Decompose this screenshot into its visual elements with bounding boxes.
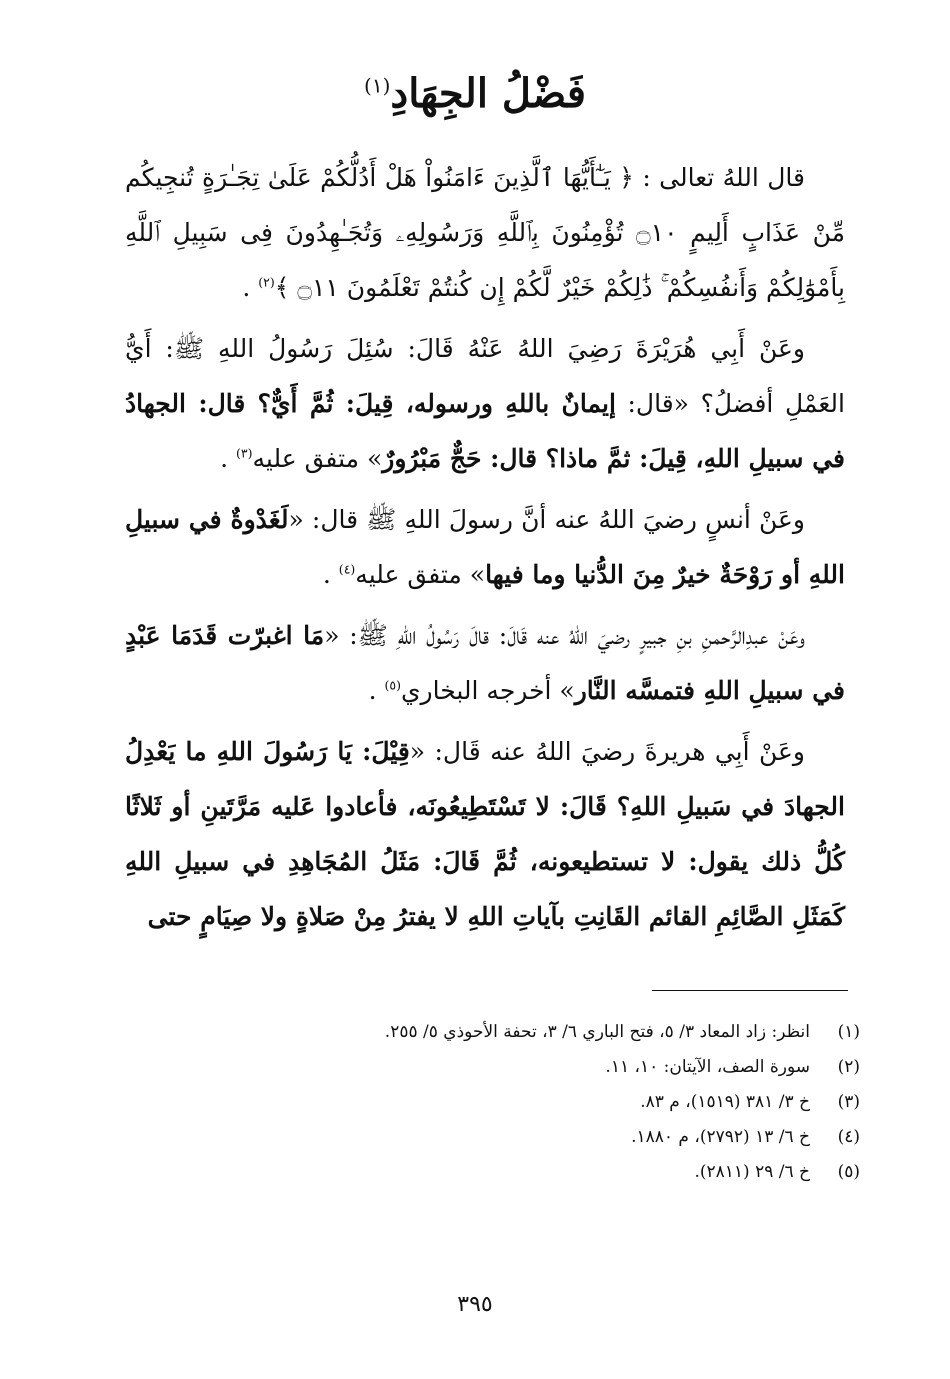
paragraph-hadith xyxy=(125,608,845,718)
title-footnote-ref: (١) xyxy=(364,73,391,98)
footnote-text: خ ٦/ ٢٩ (٢٨١١). xyxy=(694,1162,810,1182)
paragraph-end: . xyxy=(242,273,259,302)
paragraph-intro: وعَنْ أَبِي هُرَيْرَةَ رَضِيَ اللهُ عَنْهُ قَالَ: سُئِلَ رَسُولُ اللهِ ﷺ: أَيُّ العَمْلِ أفضلُ؟ «قال: xyxy=(125,334,845,418)
paragraph-intro: قال اللهُ تعالى : xyxy=(633,163,805,192)
hadith-text: قِيْلَ: يَا رَسُولَ اللهِ ما يَعْدِلُ الجهادَ في سَبيلِ اللهِ؟ قَالَ: لا تَسْتَطِيعُونَه، فأعادوا عَليه مَرَّتَينِ أو ثَلاثًا كُلُّ ذلك يقول: لا تستطيعونه، ثُمَّ قَالَ: مَثَلُ المُجَاهِدِ في سبيلِ اللهِ كَمَثَلِ الصَّائِمِ القائم القَانِتِ بآياتِ اللهِ لا يفترُ مِنْ صَلاةٍ ولا صِيَامٍ حتى xyxy=(125,737,845,931)
footnote-separator xyxy=(652,990,848,991)
footnote-number: (٢) xyxy=(837,1057,860,1077)
footnote xyxy=(125,1155,860,1190)
footnote xyxy=(125,1015,860,1050)
footnote-ref: (٣) xyxy=(236,445,253,461)
paragraph-end: . xyxy=(220,444,236,473)
paragraph-intro: وعَنْ عبدِالرَّحمنِ بنِ جبيرٍ رضيَ اللهُ عنه قَالَ: قالَ رَسُولُ اللهِ ﷺ: « xyxy=(324,621,805,650)
paragraph-hadith xyxy=(125,492,845,602)
hadith-text: لَغَدْوةٌ في سبيلِ اللهِ أو رَوْحَةٌ خيرٌ مِنَ الدُّنيا وما فيها xyxy=(125,505,845,589)
footnote xyxy=(125,1120,860,1155)
paragraph-hadith xyxy=(125,321,845,486)
hadith-text: مَا اغبرّت قَدَمَا عَبْدٍ في سبيلِ اللهِ فتمسَّه النَّار xyxy=(125,621,845,705)
paragraph-tail: » متفق عليه xyxy=(355,560,486,589)
page-number: ٣٩٥ xyxy=(457,1292,493,1317)
paragraph-end: . xyxy=(368,676,385,705)
footnote-number: (٤) xyxy=(837,1127,860,1147)
footnotes xyxy=(125,1015,860,1190)
paragraph-intro: وعَنْ أنسٍ رضيَ اللهُ عنه أنَّ رسولَ اللهِ ﷺ قال: « xyxy=(288,505,805,534)
footnote xyxy=(125,1050,860,1085)
footnote-ref: (٤) xyxy=(338,561,356,577)
footnote-text: خ ٣/ ٣٨١ (١٥١٩)، م ٨٣. xyxy=(640,1092,810,1112)
footnote xyxy=(125,1085,860,1120)
paragraph-hadith xyxy=(125,724,845,944)
paragraph-tail: » أخرجه البخاري xyxy=(400,676,575,705)
title-text: فَضْلُ الجِهَادِ xyxy=(390,70,586,117)
paragraph-tail: » متفق عليه xyxy=(252,444,383,473)
footnote-text: سورة الصف، الآيتان: ١٠، ١١. xyxy=(605,1057,810,1077)
footnote-number: (٥) xyxy=(837,1162,860,1182)
footnote-ref: (٥) xyxy=(384,677,401,693)
paragraph-quran-verse xyxy=(125,150,845,315)
footnote-text: خ ٦/ ١٣ (٢٧٩٢)، م ١٨٨٠. xyxy=(631,1127,810,1147)
footnote-number: (١) xyxy=(837,1022,860,1042)
body-text xyxy=(125,150,845,950)
quran-verse: ﴿ يَـٰٓأَيُّهَا ٱلَّذِينَ ءَامَنُواْ هَلْ أَدُلُّكُمْ عَلَىٰ تِجَـٰرَةٍ تُنجِيكُم مِّنْ عَذَابٍ أَلِيمٍ ۝١٠ تُؤْمِنُونَ بِٱللَّهِ وَرَسُولِهِۦ وَتُجَـٰهِدُونَ فِى سَبِيلِ ٱللَّهِ بِأَمْوَٰلِكُمْ وَأَنفُسِكُمْ ۚ ذَٰلِكُمْ خَيْرٌ لَّكُمْ إِن كُنتُمْ تَعْلَمُونَ ۝١١ ﴾ xyxy=(125,163,845,302)
footnote-text: انظر: زاد المعاد ٣/ ٥، فتح الباري ٦/ ٣، تحفة الأحوذي ٥/ ٢٥٥. xyxy=(384,1022,810,1042)
paragraph-end: . xyxy=(322,560,339,589)
paragraph-intro: وعَنْ أَبِي هريرةَ رضيَ اللهُ عنه قَال: « xyxy=(409,737,806,766)
footnote-number: (٣) xyxy=(837,1092,860,1112)
page-title xyxy=(0,64,950,124)
footnote-ref: (٢) xyxy=(258,274,275,290)
hadith-text: إيمانٌ باللهِ ورسوله، قِيلَ: ثُمَّ أَيٌّ؟ قال: الجهادُ في سبيلِ اللهِ، قِيلَ: ثمَّ ماذا؟ قال: حَجٌّ مَبْرُورٌ xyxy=(125,389,845,473)
